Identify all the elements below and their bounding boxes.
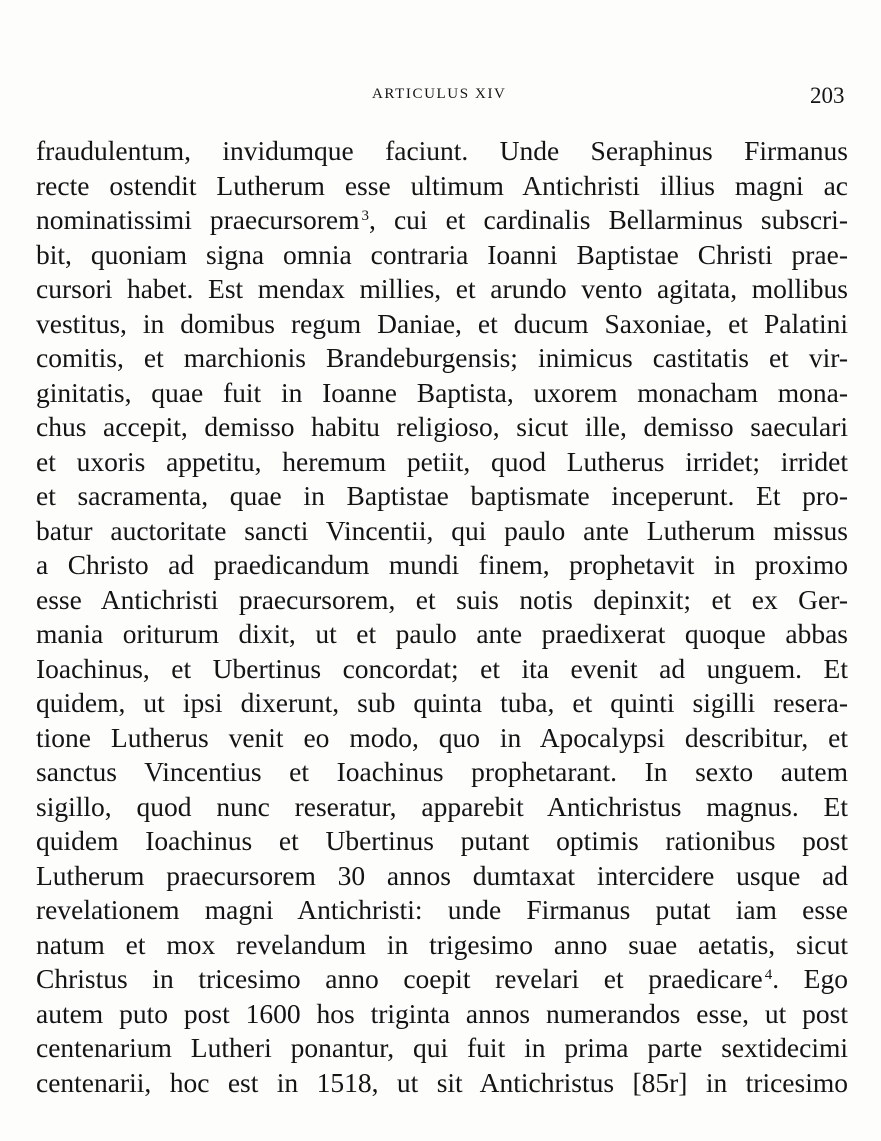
body-text [36, 134, 848, 1100]
text-line: centenarii, hoc est in 1518, ut sit Antichristus [85r] in tricesimo [36, 1066, 848, 1098]
text-line: mania oriturum dixit, ut et paulo ante praedixerat quoque abbas [36, 618, 848, 649]
running-title: ARTICULUS XIV [372, 86, 507, 102]
footnote-marker: 4 [764, 967, 773, 983]
text-line: vestitus, in domibus regum Daniae, et ducum Saxoniae, et Palatini [36, 307, 848, 339]
text-line: quidem, ut ipsi dixerunt, sub quinta tuba, et quinti sigilli resera- [36, 687, 848, 718]
text-line: fraudulentum, invidumque faciunt. Unde Seraphinus Firmanus [36, 135, 848, 166]
text-line: bit, quoniam signa omnia contraria Ioanni Baptistae Christi prae- [36, 238, 848, 270]
running-head [0, 84, 881, 106]
text-line: chus accepit, demisso habitu religioso, sicut ille, demisso saeculari [36, 411, 848, 442]
text-line: a Christo ad praedicandum mundi finem, prophetavit in proximo [36, 549, 848, 580]
page-number: 203 [810, 83, 845, 108]
text-line: comitis, et marchionis Brandeburgensis; inimicus castitatis et vir- [36, 342, 848, 373]
text-line: Ioachinus, et Ubertinus concordat; et ita evenit ad unguem. Et [36, 652, 848, 684]
text-line: Lutherum praecursorem 30 annos dumtaxat intercidere usque ad [36, 859, 848, 891]
text-line: recte ostendit Lutherum esse ultimum Antichristi illius magni ac [36, 169, 848, 201]
text-line: nominatissimi praecursorem $^3$, cui et cardinalis Bellarminus subscri- [36, 204, 848, 235]
text-line: tione Lutherus venit eo modo, quo in Apocalypsi describitur, et [36, 721, 848, 753]
text-line: et uxoris appetitu, heremum petiit, quod Lutherus irridet; irridet [36, 445, 848, 477]
text-line: revelationem magni Antichristi: unde Firmanus putat iam esse [36, 894, 848, 925]
text-line: cursori habet. Est mendax millies, et arundo vento agitata, mollibus [36, 273, 848, 304]
text-line: centenarium Lutheri ponantur, qui fuit in prima parte sextidecimi [36, 1032, 848, 1063]
text-line: natum et mox revelandum in trigesimo anno suae aetatis, sicut [36, 928, 848, 960]
text-line: et sacramenta, quae in Baptistae baptismate inceperunt. Et pro- [36, 480, 848, 511]
text-line: ginitatis, quae fuit in Ioanne Baptista, uxorem monacham mona- [36, 376, 848, 408]
text-line: quidem Ioachinus et Ubertinus putant optimis rationibus post [36, 825, 848, 856]
text-line: autem puto post 1600 hos triginta annos numerandos esse, ut post [36, 997, 848, 1029]
footnote-marker: 3 [361, 208, 370, 224]
text-line: Christus in tricesimo anno coepit revelari et praedicare $^4$. Ego [36, 963, 848, 994]
text-line: sanctus Vincentius et Ioachinus prophetarant. In sexto autem [36, 756, 848, 787]
text-line: esse Antichristi praecursorem, et suis notis depinxit; et ex Ger- [36, 583, 848, 615]
text-line: sigillo, quod nunc reseratur, apparebit Antichristus magnus. Et [36, 790, 848, 822]
text-line: batur auctoritate sancti Vincentii, qui paulo ante Lutherum missus [36, 514, 848, 546]
